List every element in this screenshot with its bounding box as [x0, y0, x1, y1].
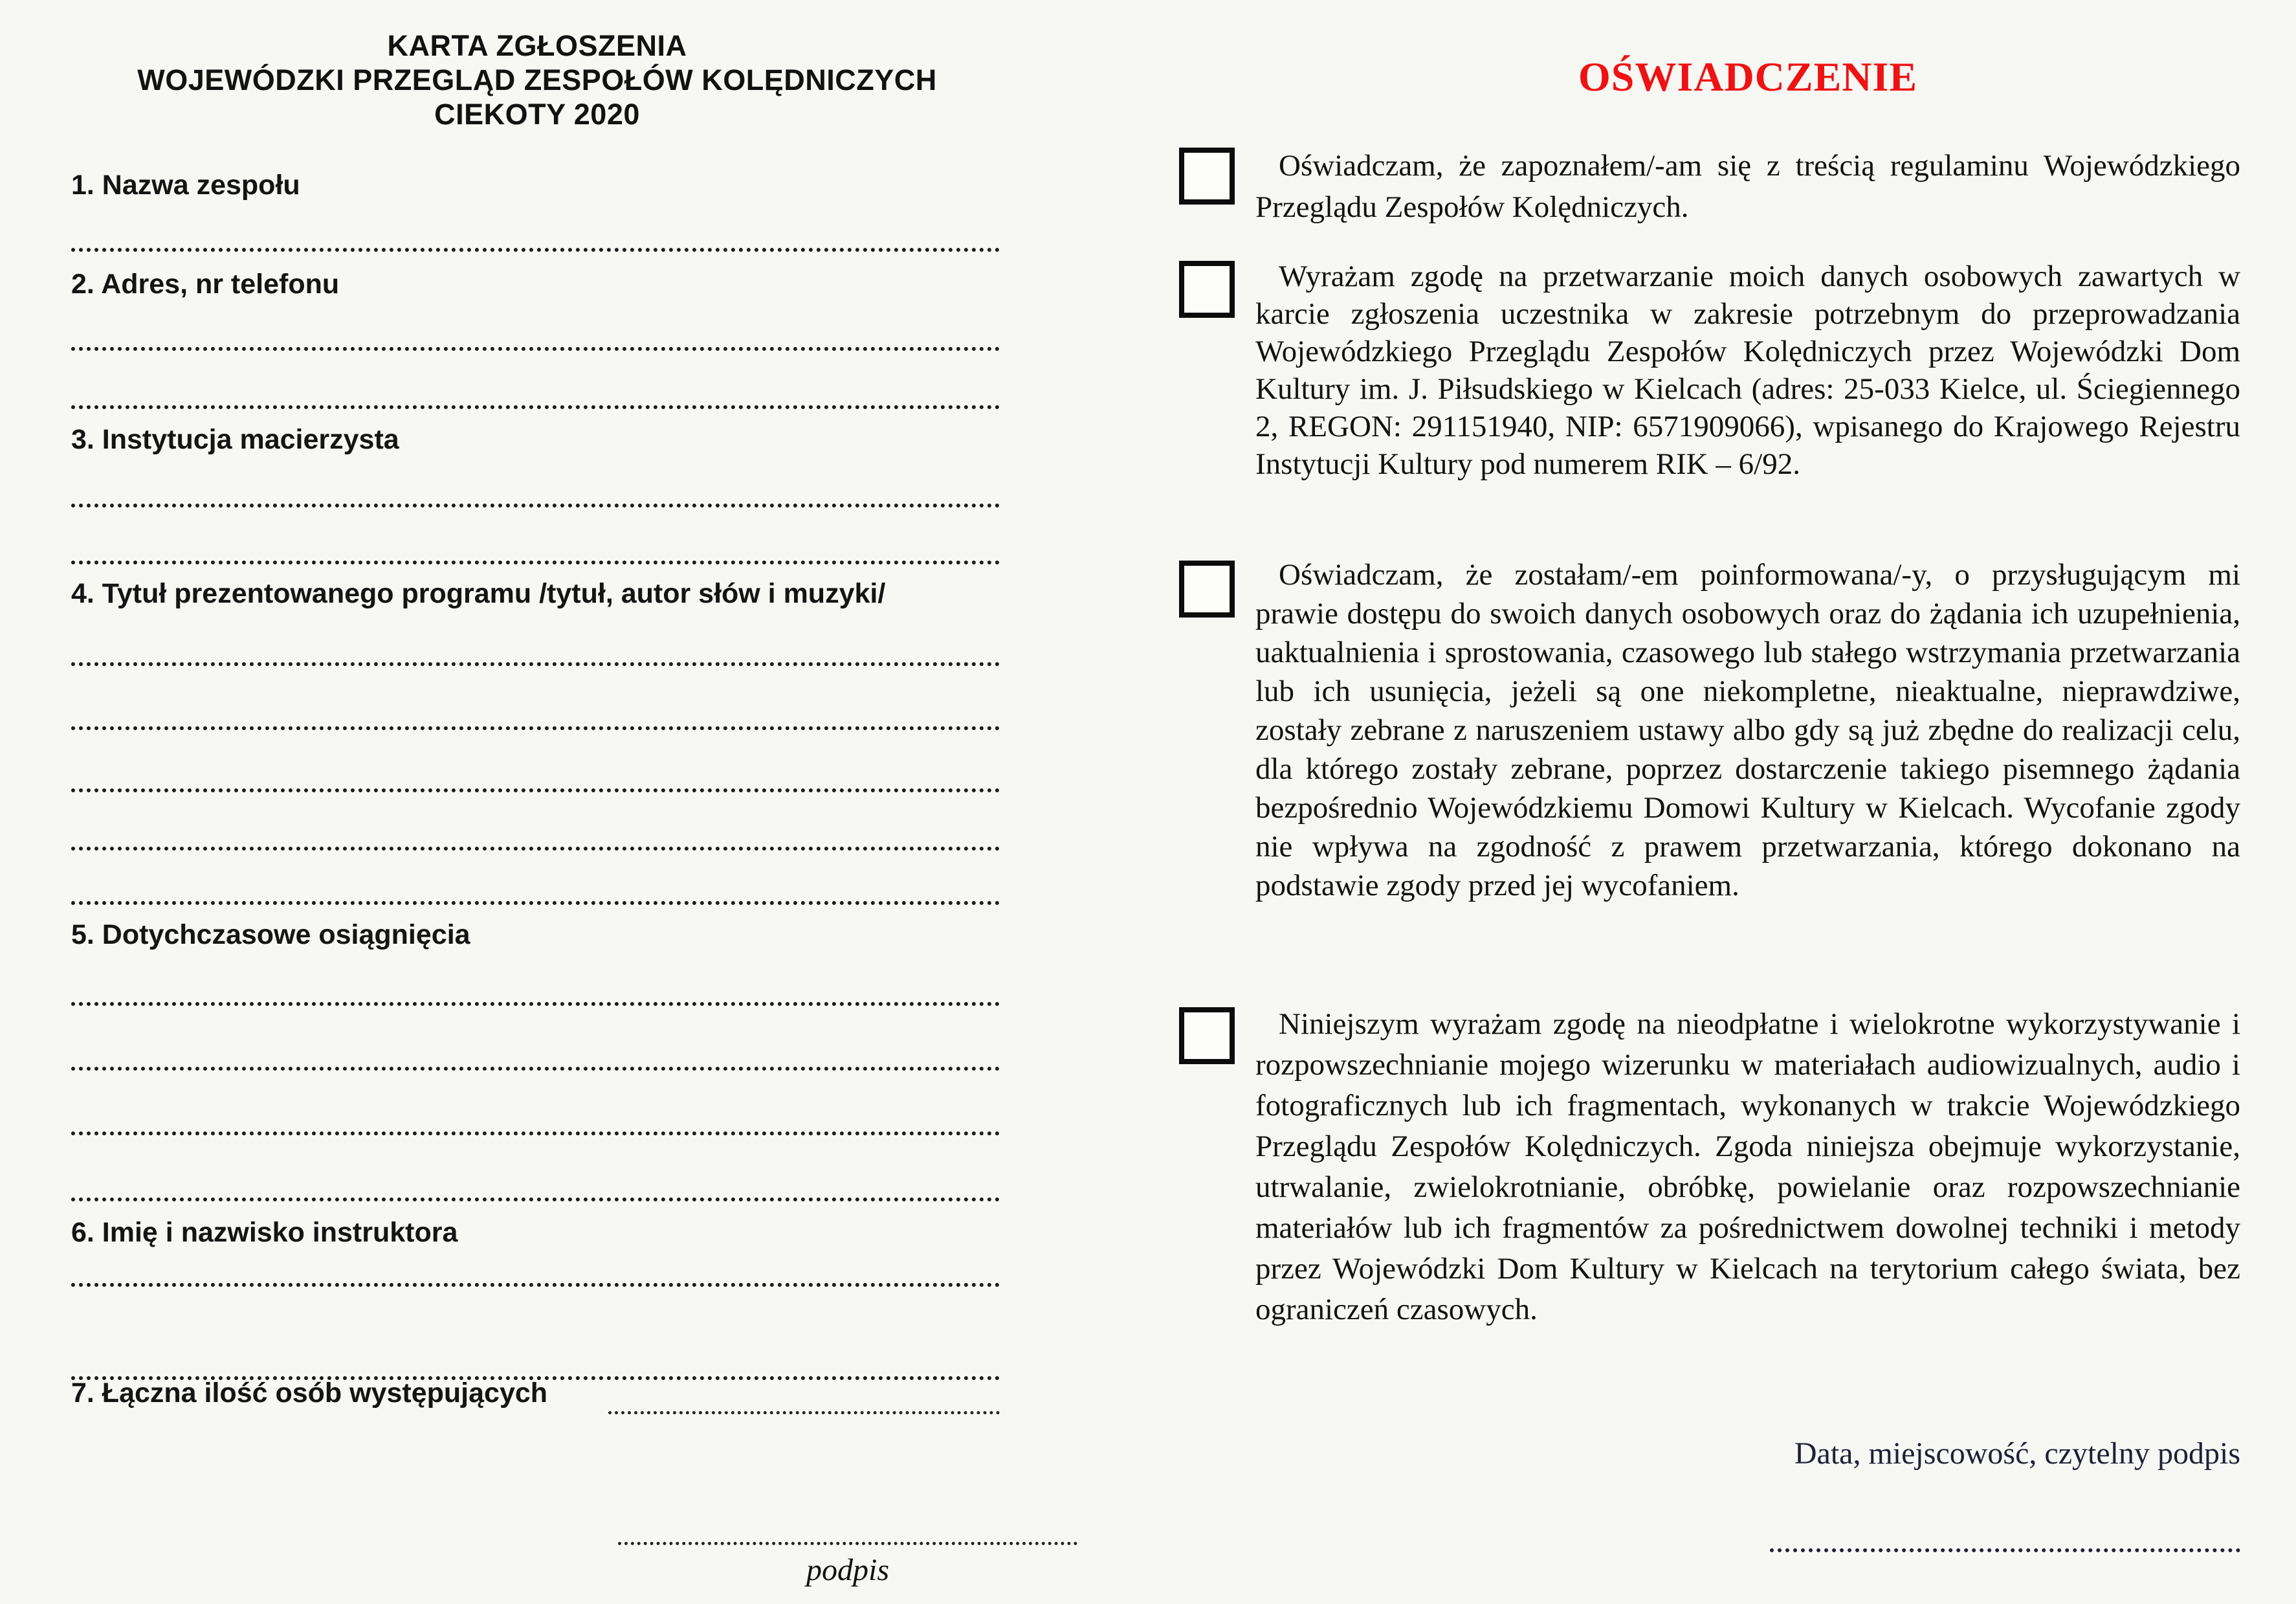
- form-title: [71, 28, 1003, 131]
- statement-3-text: Oświadczam, że zostałam/-em poinformowana/-y, o przysługującym mi prawie dostępu do swoich danych osobowych oraz do żądania ich uzupełnienia, uaktualnienia i sprostowania, czasowego lub stałego wstrzymania przetwarzania lub ich usunięcia, jeżeli są one niekompletne, nieaktualne, nieprawdziwe, zostały zebrane z naruszeniem ustawy albo gdy są już zbędne do realizacji celu, dla którego zostały zebrane, poprzez dostarczenie takiego pisemnego żądania bezpośrednio Wojewódzkiemu Domowi Kultury w Kielcach. Wycofanie zgody nie wpływa na zgodność z prawem przetwarzania, którego dokonano na podstawie zgody przed jej wycofaniem.: [1255, 558, 2240, 902]
- statement-1-checkbox[interactable]: [1179, 148, 1235, 205]
- field-label-1: 1. Nazwa zespołu: [71, 170, 300, 201]
- signature-label: podpis: [806, 1553, 889, 1587]
- field-3-write-line-1: [71, 504, 1000, 507]
- signature-line-right: [1770, 1548, 2240, 1552]
- field-label-6: 6. Imię i nazwisko instruktora: [71, 1217, 458, 1248]
- field-7-write-line: [608, 1411, 1000, 1414]
- field-5-write-line-1: [71, 1002, 1000, 1006]
- field-2-write-line-1: [71, 347, 1000, 351]
- form-title-line-1: KARTA ZGŁOSZENIA: [387, 29, 687, 62]
- field-label-2: 2. Adres, nr telefonu: [71, 269, 340, 300]
- field-2-write-line-2: [71, 405, 1000, 409]
- field-1-write-line-1: [71, 248, 1000, 252]
- field-5-write-line-2: [71, 1067, 1000, 1071]
- declaration-title: OŚWIADCZENIE: [1578, 54, 1918, 100]
- field-5-write-line-4: [71, 1197, 1000, 1201]
- declaration-signature-caption: Data, miejscowość, czytelny podpis: [1794, 1436, 2240, 1471]
- form-title-line-3: CIEKOTY 2020: [434, 98, 640, 131]
- statement-4-text: Niniejszym wyrażam zgodę na nieodpłatne i wielokrotne wykorzystywanie i rozpowszechnianie mojego wizerunku w materiałach audiowizualnych, audio i fotograficznych lub ich fragmentach, wykonanych w trakcie Wojewódzkiego Przeglądu Zespołów Kolędniczych. Zgoda niniejsza obejmuje wykorzystanie, utrwalanie, zwielokrotnianie, obróbkę, powielanie oraz rozpowszechnianie materiałów lub ich fragmentów za pośrednictwem dowolnej techniki i metody przez Wojewódzki Dom Kultury w Kielcach na terytorium całego świata, bez ograniczeń czasowych.: [1255, 1007, 2240, 1326]
- field-4-write-line-5: [71, 901, 1000, 905]
- statement-3-checkbox[interactable]: [1179, 561, 1235, 618]
- field-5-write-line-3: [71, 1131, 1000, 1135]
- field-3-write-line-2: [71, 561, 1000, 564]
- form-title-line-2: WOJEWÓDZKI PRZEGLĄD ZESPOŁÓW KOLĘDNICZYCH: [137, 63, 937, 96]
- statement-4-checkbox[interactable]: [1179, 1007, 1235, 1064]
- field-label-5: 5. Dotychczasowe osiągnięcia: [71, 919, 470, 950]
- field-4-write-line-2: [71, 726, 1000, 730]
- signature-line-left: [618, 1542, 1077, 1545]
- field-4-write-line-1: [71, 662, 1000, 666]
- field-label-4: 4. Tytuł prezentowanego programu /tytuł, autor słów i muzyki/: [71, 578, 886, 609]
- field-label-7: 7. Łączna ilość osób występujących: [71, 1377, 548, 1409]
- field-6-write-line-1: [71, 1283, 1000, 1287]
- statement-2-text: Wyrażam zgodę na przetwarzanie moich danych osobowych zawartych w karcie zgłoszenia uczestnika w zakresie potrzebnym do przeprowadzania Wojewódzkiego Przeglądu Zespołów Kolędniczych przez Wojewódzki Dom Kultury im. J. Piłsudskiego w Kielcach (adres: 25-033 Kielce, ul. Ściegiennego 2, REGON: 291151940, NIP: 6571909066), wpisanego do Krajowego Rejestru Instytucji Kultury pod numerem RIK – 6/92.: [1255, 260, 2240, 481]
- field-4-write-line-3: [71, 788, 1000, 792]
- field-label-3: 3. Instytucja macierzysta: [71, 424, 399, 455]
- statement-2-checkbox[interactable]: [1179, 261, 1235, 318]
- field-4-write-line-4: [71, 847, 1000, 851]
- statement-1-text: Oświadczam, że zapoznałem/-am się z treścią regulaminu Wojewódzkiego Przeglądu Zespołów Kolędniczych.: [1255, 149, 2240, 224]
